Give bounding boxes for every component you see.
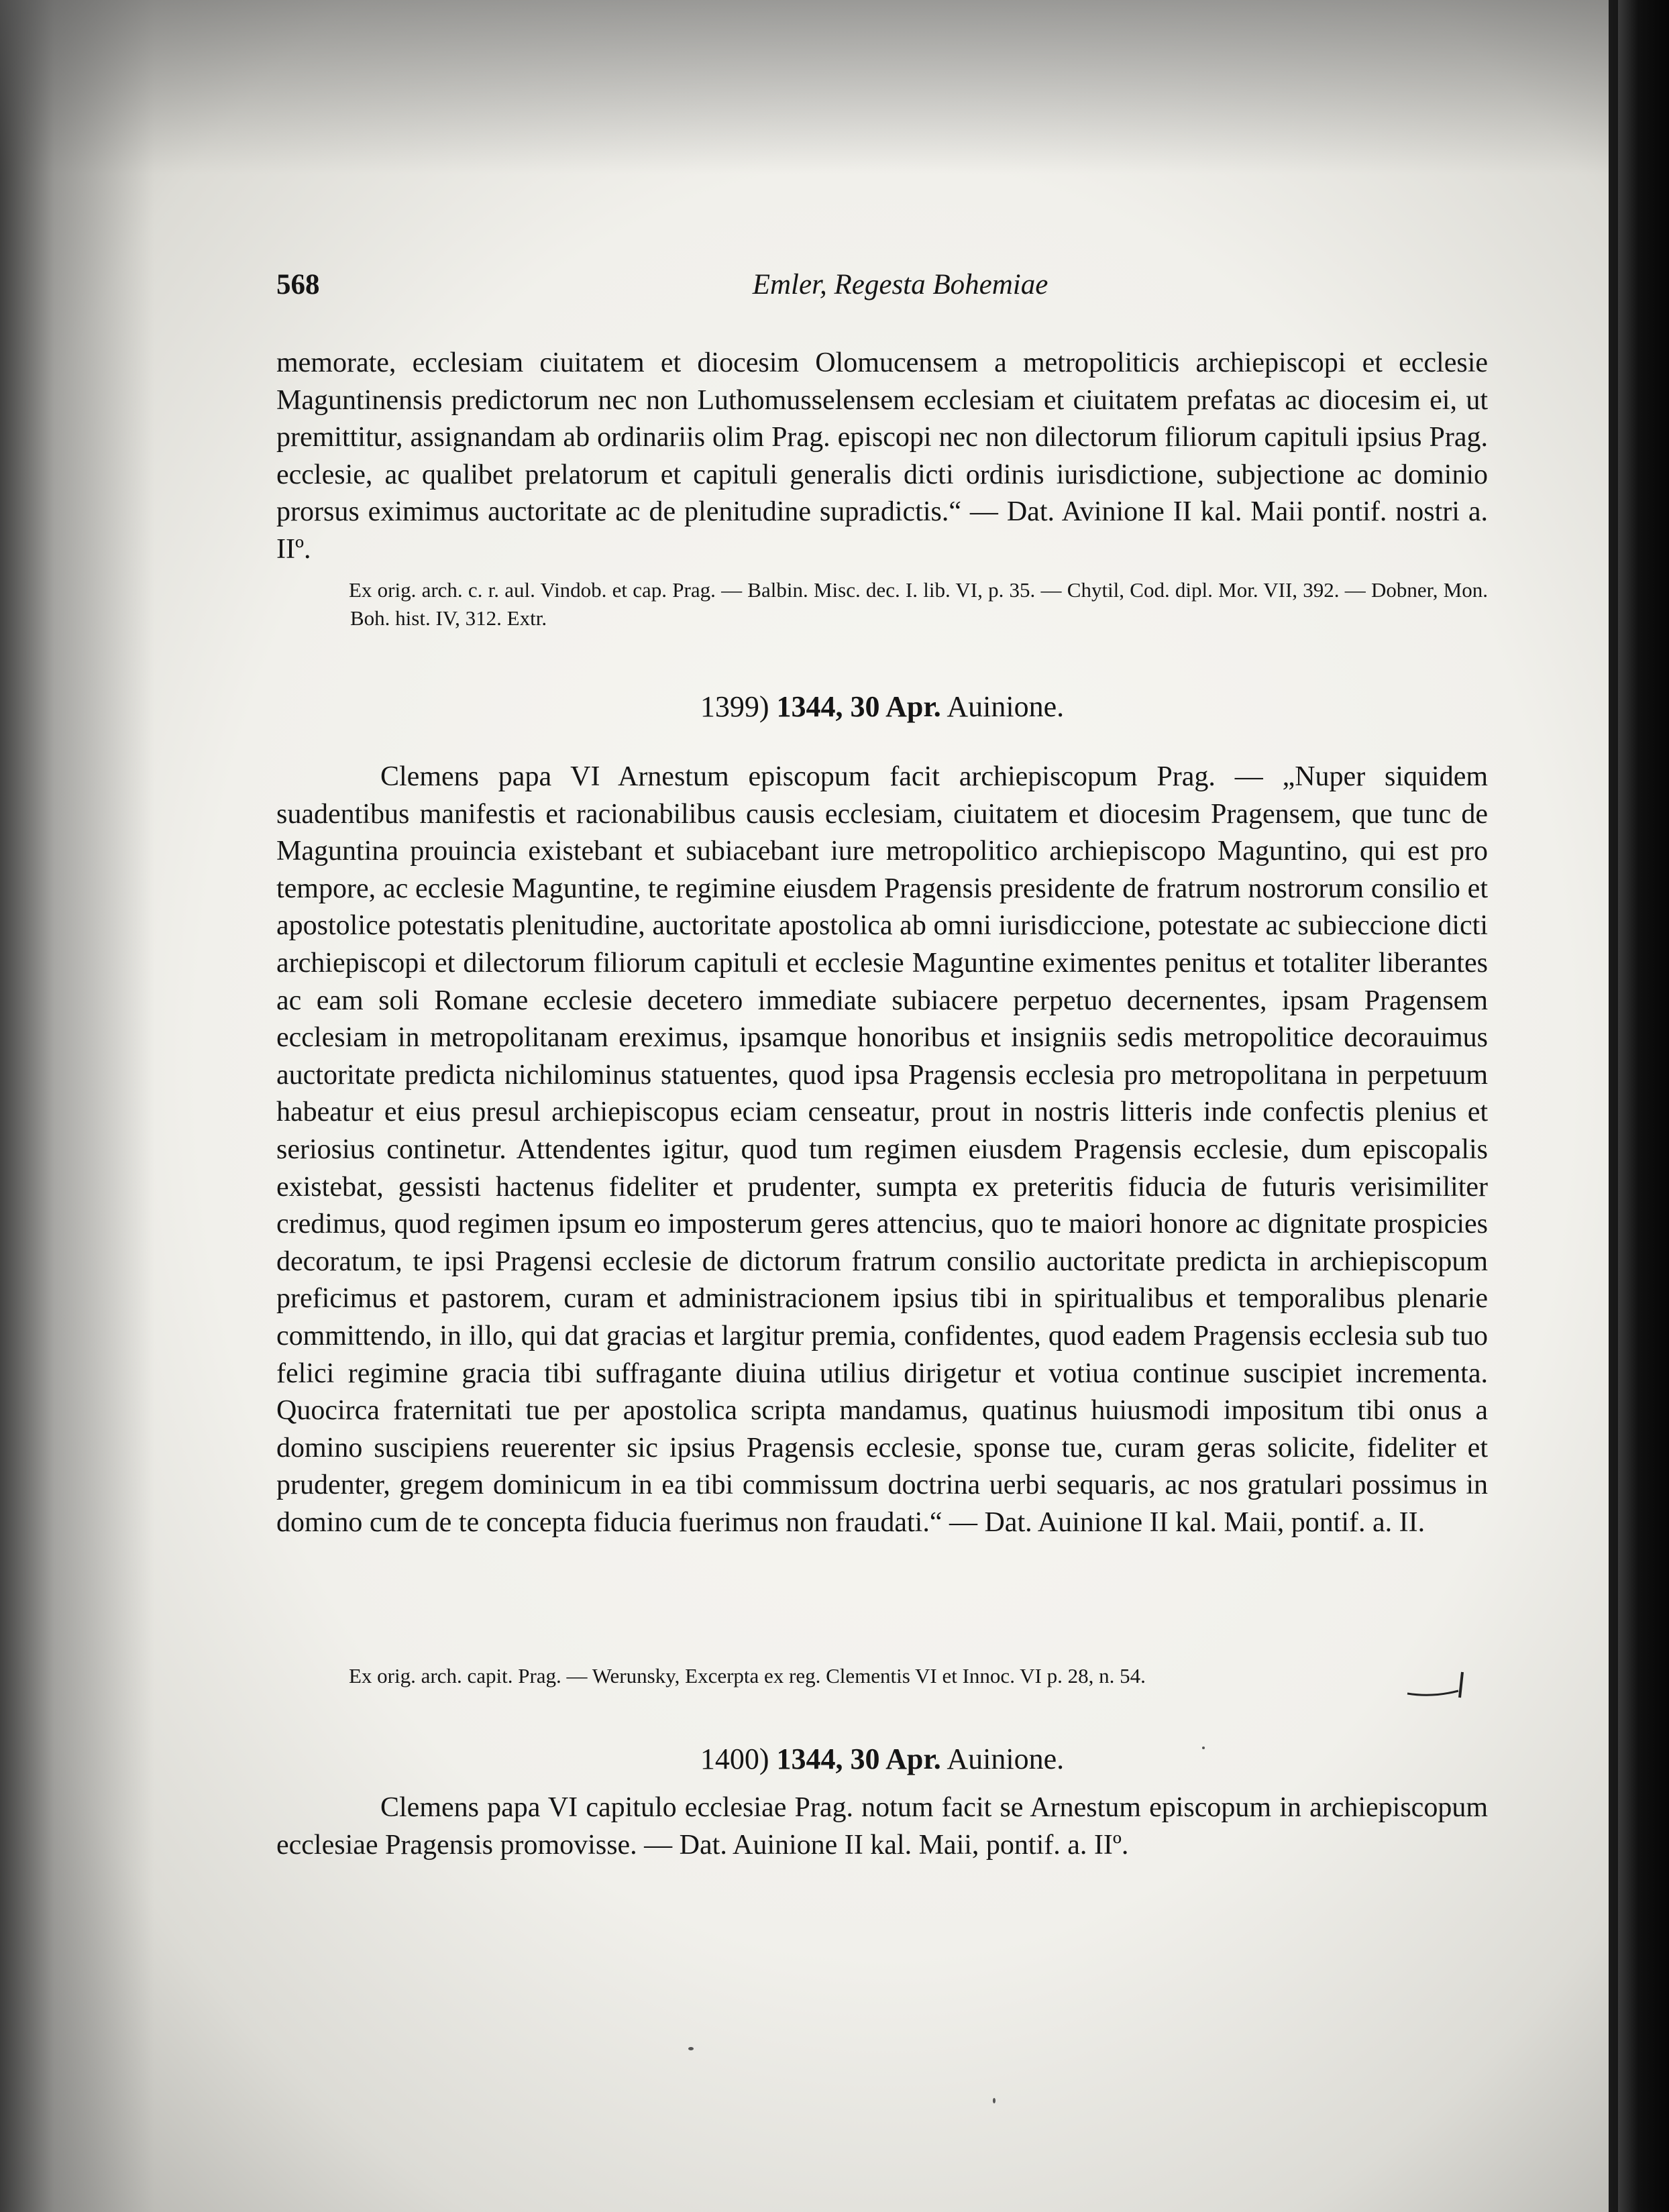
running-head [276,268,1484,309]
dust-speck [993,2098,995,2103]
continuation-source-note: Ex orig. arch. c. r. aul. Vindob. et cap. Prag. — Balbin. Misc. dec. I. lib. VI, p. 35. — Chytil, Cod. dipl. Mor. VII, 392. — Dobner, Mon. Boh. hist. IV, 312. Extr. [349,578,1488,630]
entry-paragraph: Clemens papa VI Arnestum episcopum facit archiepiscopum Prag. — „Nuper siquidem suadentibus manifestis et racionabilibus causis ecclesiam, ciuitatem et diocesim Pragensem, que tunc de Maguntina prouincia existebant et subiacebant iure metropolitico archiepiscopo Maguntino, qui est pro tempore, ac ecclesie Maguntine, te regimine eiusdem Pragensis presidente de fratrum nostrorum consilio et apostolice potestatis plenitudine, auctoritate apostolica ab omni iurisdiccione, potestate ac subieccione dicti archiepiscopi et dilectorum filiorum capituli et ecclesie Maguntine eximentes penitus et totaliter liberantes ac eam soli Romane ecclesie decetero immediate subiacere perpetuo decernentes, ipsam Pragensem ecclesiam in metropolitanam ereximus, ipsamque honoribus et insigniis sedis metropolitice decorauimus auctoritate predicta nichilominus statuentes, quod ipsa Pragensis ecclesia pro metropolitana in perpetuum habeatur et eius presul archiepiscopus eciam censeatur, prout in nostris litteris inde confectis plenius et seriosius continetur. Attendentes igitur, quod tum regimen eiusdem Pragensis ecclesie, dum episcopalis existebat, gessisti hactenus fideliter et prudenter, sumpta ex preteritis fiducia de futuris verisimiliter credimus, quod regimen ipsum eo imposterum geres attencius, quo te maiori honore ac dignitate prospicies decoratum, te ipsi Pragensi ecclesie de dictorum fratrum consilio auctoritate predicta in archiepiscopum preficimus et pastorem, curam et administracionem ipsius tibi in spiritualibus et temporalibus plenarie committendo, in illo, qui dat gracias et largitur premia, confidentes, quod eadem Pragensis ecclesia sub tuo felici regimine gracia tibi suffragante diuina utilius dirigetur et votiua continue suscipiet incrementa. Quocirca fraternitati tue per apostolica scripta mandamus, quatinus huiusmodi impositum tibi onus a domino suscipiens reuerenter sic ipsius Pragensis ecclesie, sponse tue, curam geras solicite, fideliter et prudenter, gregem dominicum in ea tibi commissum doctrina uerbi sequaris, ac nos gratulari possimus in domino cum de te concepta fiducia fuerimus non fraudati.“ — Dat. Auinione II kal. Maii, pontif. a. II. [276,761,1488,1538]
entry-1399-text [276,759,1488,1541]
entry-paragraph: Clemens papa VI capitulo ecclesiae Prag. notum facit se Arnestum episcopum in archiepiscopum ecclesiae Pragensis promovisse. — Dat. Auinione II kal. Maii, pontif. a. IIº. [276,1792,1488,1861]
continuation-paragraph: memorate, ecclesiam ciuitatem et diocesim Olomucensem a metropoliticis archiepiscopi et ecclesie Maguntinensis predictorum nec non Luthomusselensem ecclesiam et ciuitatem prefatas ac diocesim ei, ut premittitur, assignandam ab ordinariis olim Prag. episcopi nec non dilectorum filiorum capituli ipsius Prag. ecclesie, ac qualibet prelatorum et capituli generalis dicti ordinis iurisdictione, subjectione ac dominio prorsus eximimus auctoritate ac de plenitudine supradictis.“ — Dat. Avinione II kal. Maii pontif. nostri a. IIº. [276,347,1488,565]
entry-1399-source-note: Ex orig. arch. capit. Prag. — Werunsky, Excerpta ex reg. Clementis VI et Innoc. VI p. 28, n. 54. [349,1664,1146,1688]
entry-number: 1400) [700,1743,769,1775]
page-number: 568 [276,269,320,300]
entry-1400-text [276,1789,1488,1864]
page-edge-strip [1618,0,1638,2212]
running-title: Emler, Regesta Bohemiae [752,269,1048,300]
continuation-text [276,345,1488,569]
dust-speck [688,2047,694,2050]
dust-speck [1202,1747,1205,1749]
entry-number: 1399) [700,690,769,723]
entry-date: 1344, 30 Apr. [776,1743,941,1775]
entry-place: Auinione. [947,1743,1065,1775]
pen-mark-icon [1406,1668,1470,1702]
entry-place: Auinione. [947,690,1065,723]
entry-1399-heading [276,689,1488,724]
entry-date: 1344, 30 Apr. [776,690,941,723]
entry-1400-heading [276,1742,1488,1776]
